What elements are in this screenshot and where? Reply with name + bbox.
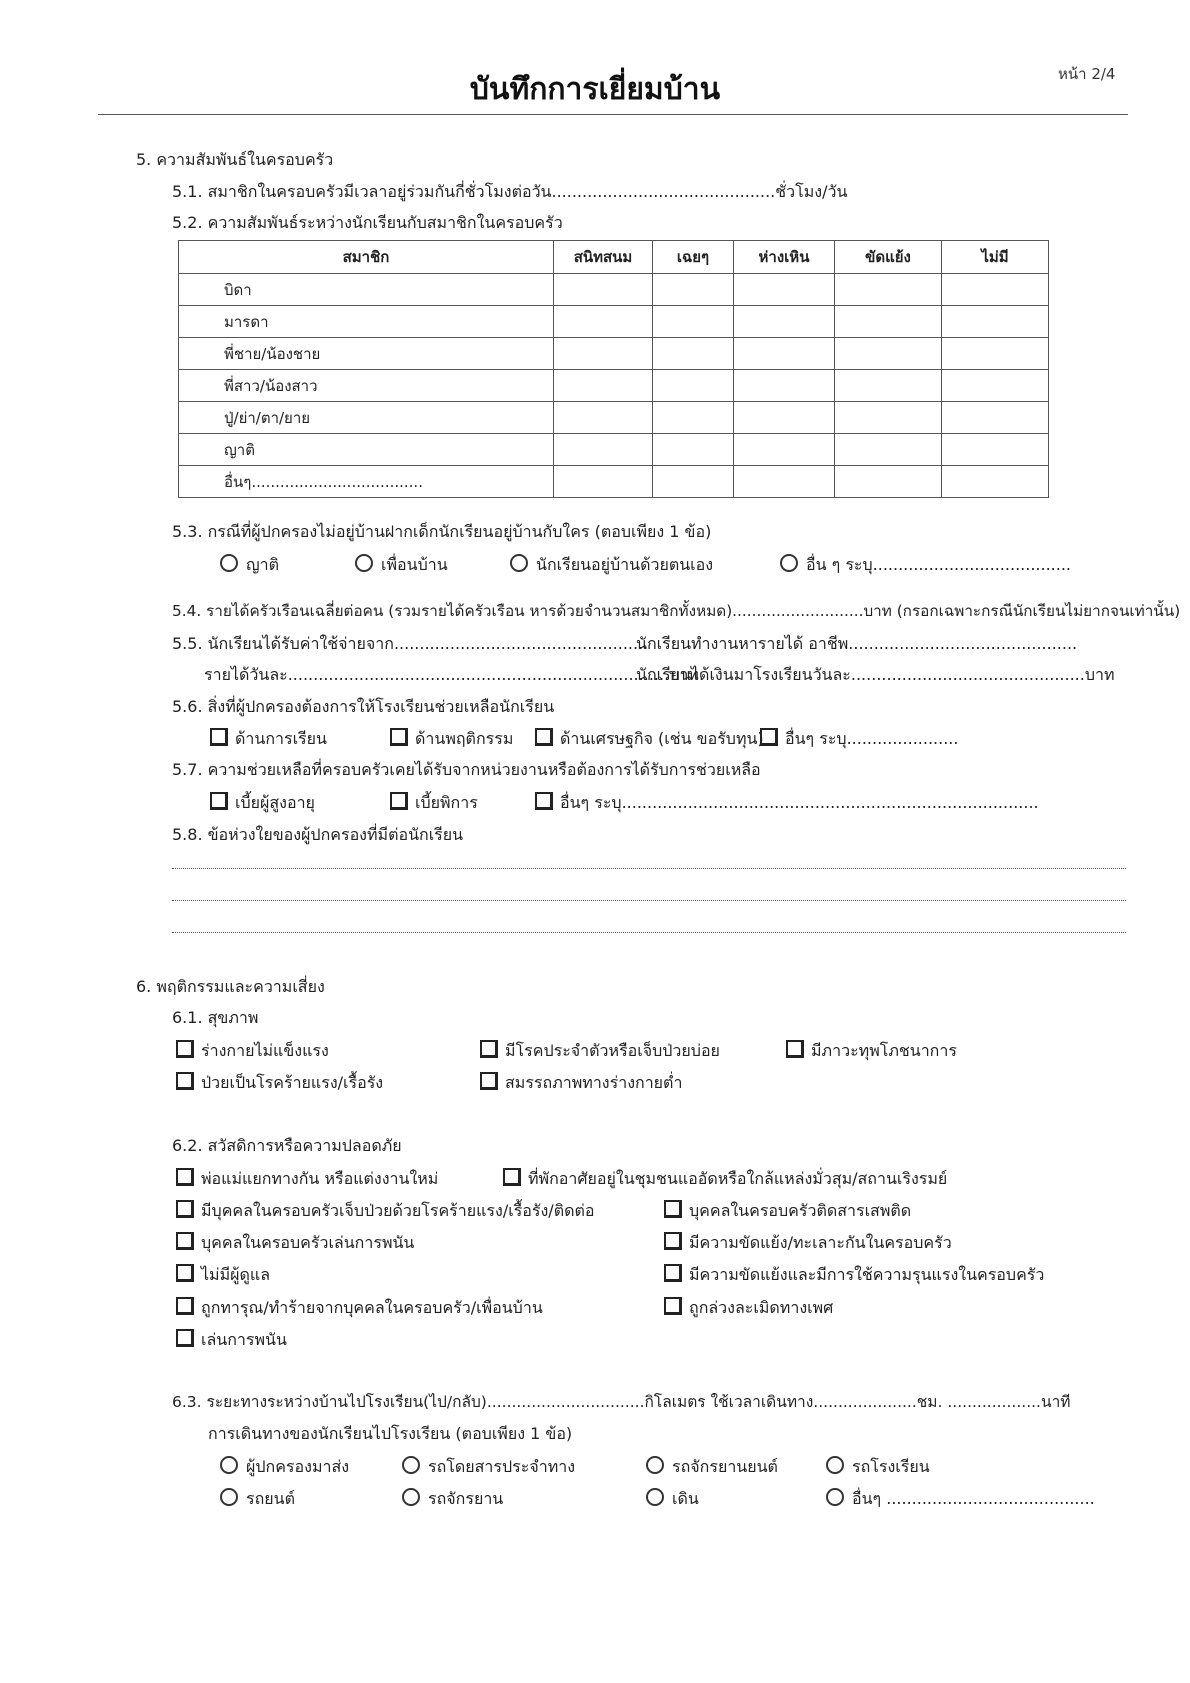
- option-parent[interactable]: [220, 1456, 349, 1477]
- option-label: ญาติ: [246, 555, 280, 574]
- relationship-cell[interactable]: [942, 466, 1049, 498]
- relationship-cell[interactable]: [554, 466, 653, 498]
- radio-icon[interactable]: [826, 1456, 844, 1474]
- relationship-cell[interactable]: [554, 402, 653, 434]
- relationship-cell[interactable]: [653, 402, 734, 434]
- relationship-cell[interactable]: [835, 466, 942, 498]
- member-name-cell: พี่สาว/น้องสาว: [179, 370, 554, 402]
- question-5-2: 5.2. ความสัมพันธ์ระหว่างนักเรียนกับสมาชิกในครอบครัว: [172, 213, 563, 232]
- option-label: เดิน: [672, 1489, 699, 1508]
- option-school-bus[interactable]: [826, 1456, 930, 1477]
- option-label: อื่นๆ ระบุ......................: [785, 729, 959, 748]
- option-label: มีความขัดแย้ง/ทะเลาะกันในครอบครัว: [689, 1233, 952, 1252]
- checkbox-icon[interactable]: [176, 1168, 194, 1186]
- relationship-cell[interactable]: [554, 274, 653, 306]
- checkbox-option[interactable]: [176, 1297, 543, 1318]
- section-5-heading: 5. ความสัมพันธ์ในครอบครัว: [136, 150, 334, 169]
- radio-icon[interactable]: [220, 554, 238, 572]
- member-name-cell: อื่นๆ....................................: [179, 466, 554, 498]
- option-label: ถูกทารุณ/ทำร้ายจากบุคคลในครอบครัว/เพื่อนบ้าน: [201, 1298, 543, 1317]
- radio-icon[interactable]: [510, 554, 528, 572]
- question-5-5-income: รายได้วันละ...........................................................................บาท: [204, 665, 699, 684]
- radio-icon[interactable]: [402, 1456, 420, 1474]
- relationship-cell[interactable]: [554, 434, 653, 466]
- option-label: ด้านพฤติกรรม: [415, 729, 514, 748]
- option-label: อื่น ๆ ระบุ.......................................: [806, 555, 1072, 574]
- checkbox-icon[interactable]: [176, 1297, 194, 1315]
- option-label: นักเรียนอยู่บ้านด้วยตนเอง: [536, 555, 714, 574]
- checkbox-option[interactable]: [786, 1040, 957, 1061]
- radio-icon[interactable]: [646, 1456, 664, 1474]
- relationship-cell[interactable]: [942, 402, 1049, 434]
- checkbox-option[interactable]: [480, 1072, 682, 1093]
- checkbox-icon[interactable]: [390, 728, 408, 746]
- option-label: สมรรถภาพทางร่างกายต่ำ: [505, 1073, 683, 1092]
- relationship-cell[interactable]: [554, 306, 653, 338]
- checkbox-icon[interactable]: [664, 1264, 682, 1282]
- section-6-heading: 6. พฤติกรรมและความเสี่ยง: [136, 977, 325, 996]
- option-other[interactable]: [780, 554, 1071, 575]
- radio-icon[interactable]: [355, 554, 373, 572]
- checkbox-option[interactable]: [176, 1200, 594, 1221]
- question-5-8: 5.8. ข้อห่วงใยของผู้ปกครองที่มีต่อนักเรียน: [172, 825, 464, 844]
- option-label: รถจักรยาน: [428, 1489, 504, 1508]
- checkbox-option[interactable]: [760, 728, 958, 749]
- table-header: ขัดแย้ง: [835, 241, 942, 274]
- checkbox-icon[interactable]: [664, 1232, 682, 1250]
- option-label: อื่นๆ ระบุ..................................................................................: [560, 793, 1039, 812]
- radio-icon[interactable]: [220, 1488, 238, 1506]
- question-5-5-allowance: นักเรียนได้เงินมาโรงเรียนวันละ..............................................บาท: [636, 665, 1115, 684]
- checkbox-option[interactable]: [503, 1168, 947, 1189]
- checkbox-option[interactable]: [210, 792, 315, 813]
- relationship-cell[interactable]: [653, 338, 734, 370]
- relationship-cell[interactable]: [734, 434, 835, 466]
- page-number: หน้า 2/4: [1058, 65, 1116, 83]
- checkbox-icon[interactable]: [176, 1329, 194, 1347]
- relationship-cell[interactable]: [734, 370, 835, 402]
- member-name-cell: มารดา: [179, 306, 554, 338]
- relationship-cell[interactable]: [653, 434, 734, 466]
- question-5-5-source: 5.5. นักเรียนได้รับค่าใช้จ่ายจาก..................................................: [172, 634, 649, 653]
- table-header: ห่างเหิน: [734, 241, 835, 274]
- relationship-cell[interactable]: [835, 274, 942, 306]
- option-label: ด้านเศรษฐกิจ (เช่น ขอรับทุน): [560, 729, 764, 748]
- option-label: เล่นการพนัน: [201, 1330, 287, 1349]
- option-label: เบี้ยผู้สูงอายุ: [235, 793, 315, 812]
- checkbox-icon[interactable]: [390, 792, 408, 810]
- relationship-cell[interactable]: [942, 434, 1049, 466]
- checkbox-icon[interactable]: [664, 1200, 682, 1218]
- relationship-cell[interactable]: [653, 306, 734, 338]
- checkbox-option[interactable]: [480, 1040, 720, 1061]
- radio-icon[interactable]: [826, 1488, 844, 1506]
- radio-icon[interactable]: [646, 1488, 664, 1506]
- option-label: มีภาวะทุพโภชนาการ: [811, 1041, 957, 1060]
- relationship-cell[interactable]: [734, 402, 835, 434]
- checkbox-icon[interactable]: [210, 792, 228, 810]
- member-name-cell: ปู่/ย่า/ตา/ยาย: [179, 402, 554, 434]
- checkbox-option[interactable]: [664, 1232, 952, 1253]
- table-header: สนิทสนม: [554, 241, 653, 274]
- option-car[interactable]: [220, 1488, 295, 1509]
- relationship-cell[interactable]: [942, 274, 1049, 306]
- table-row: [179, 466, 1049, 498]
- checkbox-option[interactable]: [176, 1264, 270, 1285]
- member-name-cell: บิดา: [179, 274, 554, 306]
- option-label: มีบุคคลในครอบครัวเจ็บป่วยด้วยโรคร้ายแรง/เรื้อรัง/ติดต่อ: [201, 1201, 595, 1220]
- option-bicycle[interactable]: [402, 1488, 503, 1509]
- relationship-cell[interactable]: [835, 370, 942, 402]
- radio-icon[interactable]: [220, 1456, 238, 1474]
- table-row: [179, 338, 1049, 370]
- checkbox-option[interactable]: [535, 728, 764, 749]
- checkbox-option[interactable]: [535, 792, 1039, 813]
- table-row: [179, 402, 1049, 434]
- table-header: เฉยๆ: [653, 241, 734, 274]
- checkbox-icon[interactable]: [535, 728, 553, 746]
- table-row: [179, 306, 1049, 338]
- table-header: ไม่มี: [942, 241, 1049, 274]
- question-6-2: 6.2. สวัสดิการหรือความปลอดภัย: [172, 1136, 402, 1155]
- option-neighbor[interactable]: [355, 554, 448, 575]
- relationship-cell[interactable]: [835, 338, 942, 370]
- answer-line[interactable]: [172, 932, 1126, 933]
- checkbox-icon[interactable]: [480, 1040, 498, 1058]
- option-label: มีความขัดแย้งและมีการใช้ความรุนแรงในครอบครัว: [689, 1265, 1045, 1284]
- checkbox-option[interactable]: [210, 728, 327, 749]
- relationship-cell[interactable]: [554, 338, 653, 370]
- checkbox-icon[interactable]: [786, 1040, 804, 1058]
- checkbox-icon[interactable]: [535, 792, 553, 810]
- answer-line[interactable]: [172, 900, 1126, 901]
- option-label: เบี้ยพิการ: [415, 793, 478, 812]
- radio-icon[interactable]: [402, 1488, 420, 1506]
- relationship-cell[interactable]: [734, 338, 835, 370]
- option-label: มีโรคประจำตัวหรือเจ็บป่วยบ่อย: [505, 1041, 720, 1060]
- checkbox-option[interactable]: [176, 1040, 329, 1061]
- relationship-cell[interactable]: [653, 466, 734, 498]
- checkbox-icon[interactable]: [760, 728, 778, 746]
- document-title: บันทึกการเยี่ยมบ้าน: [469, 72, 721, 107]
- option-label: ไม่มีผู้ดูแล: [201, 1265, 271, 1284]
- option-other-travel[interactable]: [826, 1488, 1095, 1509]
- table-header-row: [179, 241, 1049, 274]
- relationship-cell[interactable]: [942, 370, 1049, 402]
- checkbox-icon[interactable]: [210, 728, 228, 746]
- option-label: ด้านการเรียน: [235, 729, 327, 748]
- option-relative[interactable]: [220, 554, 279, 575]
- relationship-cell[interactable]: [942, 338, 1049, 370]
- option-label: บุคคลในครอบครัวเล่นการพนัน: [201, 1233, 415, 1252]
- checkbox-option[interactable]: [390, 792, 478, 813]
- option-label: ถูกล่วงละเมิดทางเพศ: [689, 1298, 834, 1317]
- radio-icon[interactable]: [780, 554, 798, 572]
- relationship-cell[interactable]: [942, 306, 1049, 338]
- header-divider: [98, 114, 1128, 115]
- checkbox-icon[interactable]: [176, 1040, 194, 1058]
- checkbox-icon[interactable]: [503, 1168, 521, 1186]
- question-5-4: 5.4. รายได้ครัวเรือนเฉลี่ยต่อคน (รวมรายได้ครัวเรือน หารด้วยจำนวนสมาชิกทั้งหมด)...........................บาท (กรอกเฉพาะกรณีนักเรียนไม่ยากจนเท่านั้น): [172, 602, 1181, 620]
- option-label: รถโดยสารประจำทาง: [428, 1457, 576, 1476]
- question-5-1: 5.1. สมาชิกในครอบครัวมีเวลาอยู่ร่วมกันกี่ชั่วโมงต่อวัน............................................ชั่วโมง/วัน: [172, 182, 848, 201]
- checkbox-icon[interactable]: [176, 1072, 194, 1090]
- table-row: [179, 274, 1049, 306]
- relationship-cell[interactable]: [835, 402, 942, 434]
- option-label: เพื่อนบ้าน: [381, 555, 448, 574]
- question-6-1: 6.1. สุขภาพ: [172, 1008, 259, 1027]
- relationship-cell[interactable]: [653, 274, 734, 306]
- table-header: สมาชิก: [179, 241, 554, 274]
- option-label: พ่อแม่แยกทางกัน หรือแต่งงานใหม่: [201, 1169, 439, 1188]
- option-label: รถยนต์: [246, 1489, 295, 1508]
- option-bus[interactable]: [402, 1456, 575, 1477]
- checkbox-option[interactable]: [176, 1072, 383, 1093]
- question-6-3: 6.3. ระยะทางระหว่างบ้านไปโรงเรียน(ไป/กลับ)................................กิโลเมตร ใช้เวลาเดินทาง.....................ชม. ...................นาที: [172, 1393, 1071, 1411]
- answer-line[interactable]: [172, 868, 1126, 869]
- question-5-7: 5.7. ความช่วยเหลือที่ครอบครัวเคยได้รับจากหน่วยงานหรือต้องการได้รับการช่วยเหลือ: [172, 760, 761, 779]
- checkbox-option[interactable]: [664, 1264, 1044, 1285]
- checkbox-icon[interactable]: [480, 1072, 498, 1090]
- relationship-cell[interactable]: [835, 306, 942, 338]
- member-name-cell: ญาติ: [179, 434, 554, 466]
- option-walk[interactable]: [646, 1488, 699, 1509]
- relationship-cell[interactable]: [734, 306, 835, 338]
- option-label: ร่างกายไม่แข็งแรง: [201, 1041, 329, 1060]
- relationship-cell[interactable]: [554, 370, 653, 402]
- checkbox-option[interactable]: [664, 1200, 911, 1221]
- option-label: รถจักรยานยนต์: [672, 1457, 778, 1476]
- checkbox-icon[interactable]: [176, 1200, 194, 1218]
- option-label: ผู้ปกครองมาส่ง: [246, 1457, 350, 1476]
- option-label: อื่นๆ .........................................: [852, 1489, 1095, 1508]
- member-name-cell: พี่ชาย/น้องชาย: [179, 338, 554, 370]
- family-relationship-table: [178, 240, 1049, 498]
- checkbox-option[interactable]: [176, 1329, 287, 1350]
- question-6-3-travel: การเดินทางของนักเรียนไปโรงเรียน (ตอบเพียง 1 ข้อ): [208, 1424, 573, 1443]
- checkbox-option[interactable]: [176, 1168, 438, 1189]
- relationship-cell[interactable]: [734, 274, 835, 306]
- question-5-5-job: นักเรียนทำงานหารายได้ อาชีพ.............................................: [636, 634, 1078, 653]
- option-label: รถโรงเรียน: [852, 1457, 930, 1476]
- checkbox-option[interactable]: [664, 1297, 833, 1318]
- checkbox-option[interactable]: [390, 728, 513, 749]
- question-5-3: 5.3. กรณีที่ผู้ปกครองไม่อยู่บ้านฝากเด็กนักเรียนอยู่บ้านกับใคร (ตอบเพียง 1 ข้อ): [172, 522, 712, 541]
- checkbox-icon[interactable]: [664, 1297, 682, 1315]
- option-self[interactable]: [510, 554, 713, 575]
- question-5-6: 5.6. สิ่งที่ผู้ปกครองต้องการให้โรงเรียนช่วยเหลือนักเรียน: [172, 697, 555, 716]
- relationship-cell[interactable]: [734, 466, 835, 498]
- table-row: [179, 370, 1049, 402]
- option-label: บุคคลในครอบครัวติดสารเสพติด: [689, 1201, 912, 1220]
- option-label: ที่พักอาศัยอยู่ในชุมชนแออัดหรือใกล้แหล่งมั่วสุม/สถานเริงรมย์: [528, 1169, 948, 1188]
- checkbox-icon[interactable]: [176, 1232, 194, 1250]
- option-motorcycle[interactable]: [646, 1456, 778, 1477]
- checkbox-option[interactable]: [176, 1232, 414, 1253]
- relationship-cell[interactable]: [835, 434, 942, 466]
- option-label: ป่วยเป็นโรคร้ายแรง/เรื้อรัง: [201, 1073, 384, 1092]
- table-row: [179, 434, 1049, 466]
- checkbox-icon[interactable]: [176, 1264, 194, 1282]
- relationship-cell[interactable]: [653, 370, 734, 402]
